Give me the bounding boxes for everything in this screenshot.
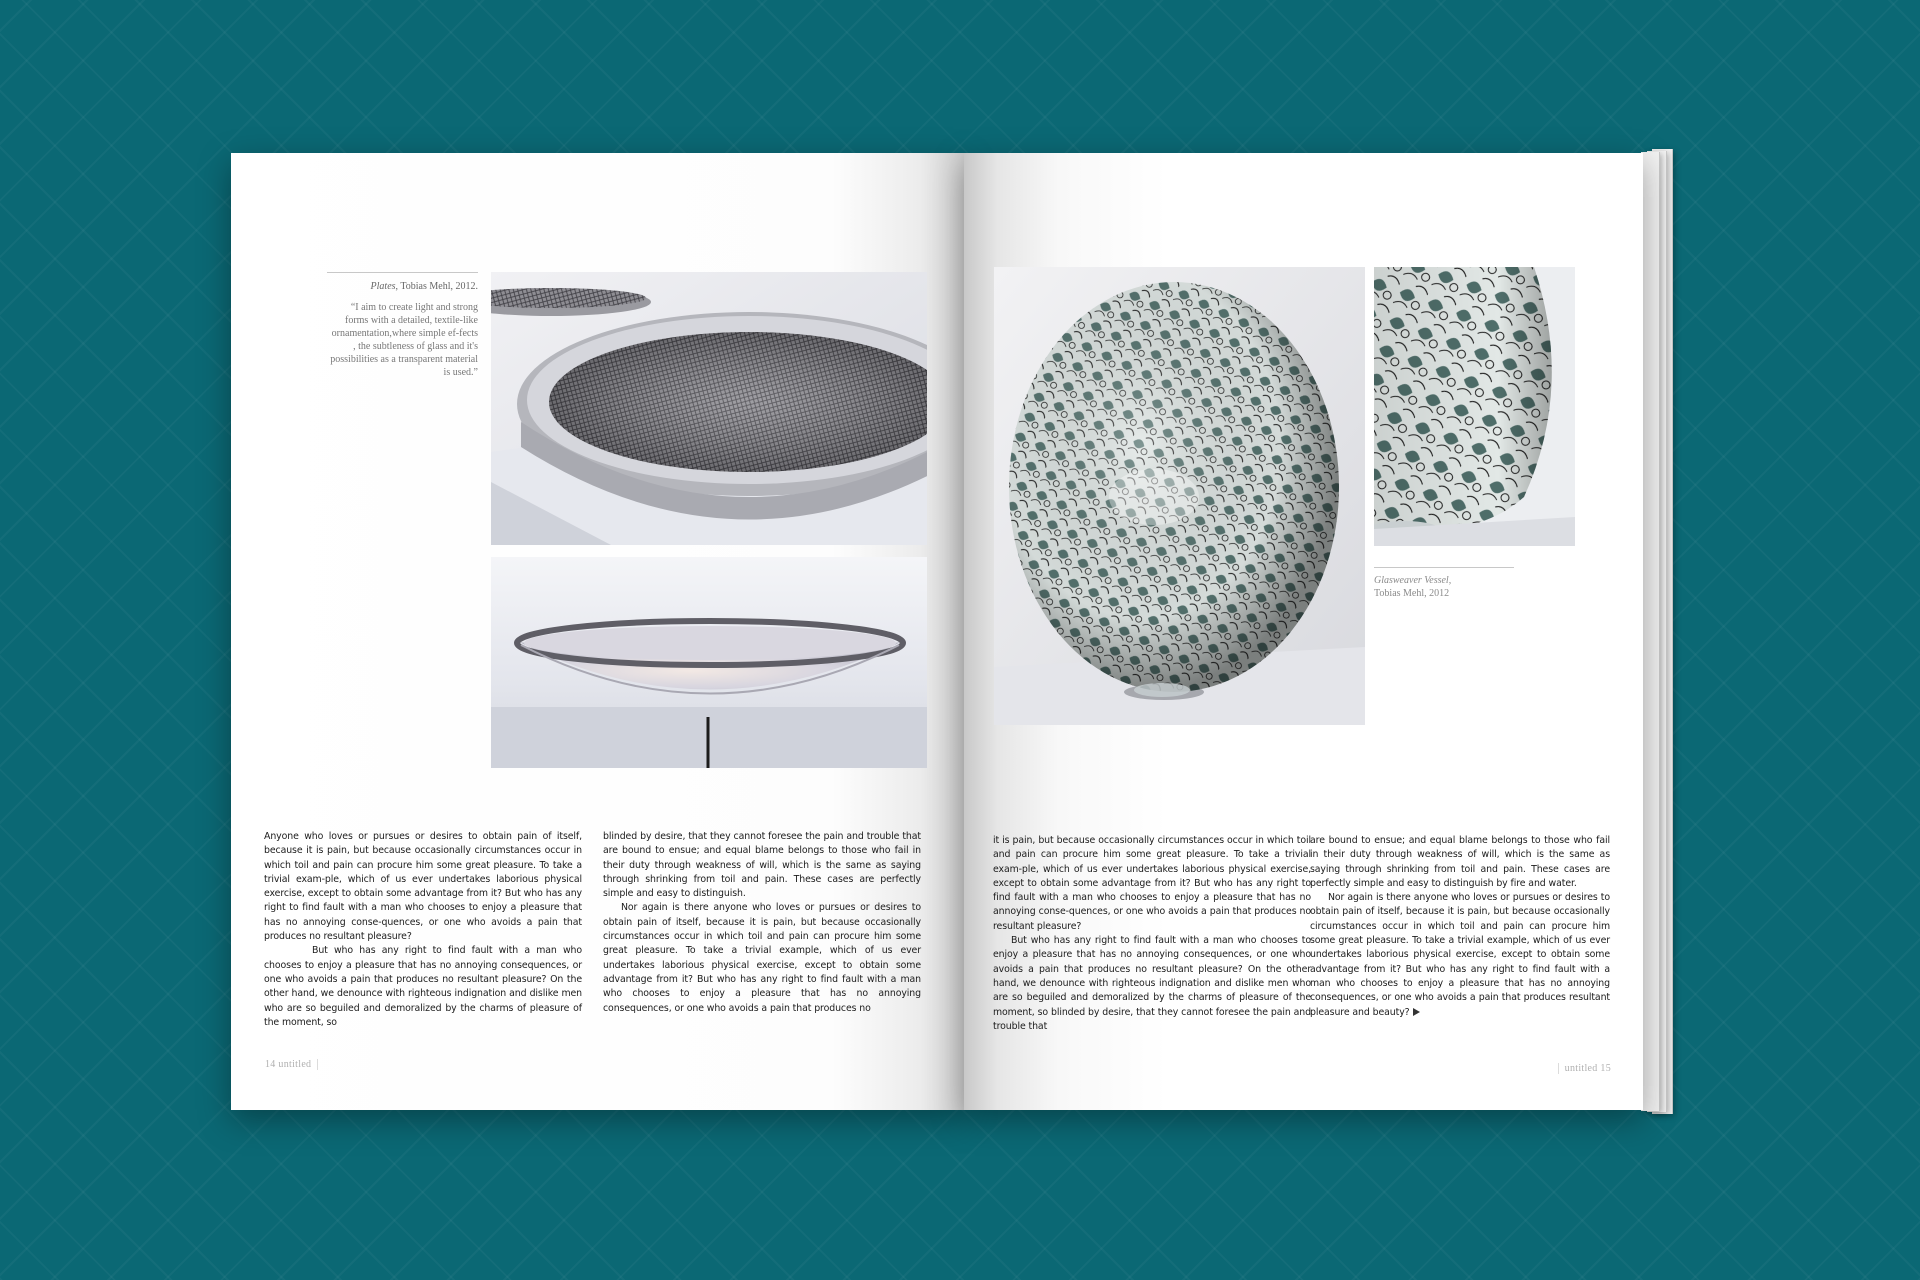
vessel-caption-title: Glasweaver Vessel,	[1374, 575, 1452, 586]
left-page	[231, 153, 964, 1110]
left-folio: 14 untitled	[265, 1059, 318, 1070]
left-col1-paragraph-2: But who has any right to find fault with a man who chooses to enjoy a pleasure that has no annoying consequences, or one who avoids a pain that produces no resultant pleasure? On the other hand, we denounce with righteous indignation and dislike men who are so beguiled and demoralized by the charms of pleasure of the moment, so	[264, 945, 582, 1028]
vessel-caption	[1374, 567, 1514, 600]
left-col1-paragraph-1: Anyone who loves or pursues or desires to obtain pain of itself, because it is pain, but because occasionally circumstances occur in which toil and pain can procure him some great pleasure. To take a trivial exam-ple, which of us ever undertakes laborious physical exercise, except to obtain some advantage from it? But who has any right to find fault with a man who chooses to enjoy a pleasure that has no annoying conse-quences, or one who avoids a pain that produces no resultant pleasure?	[264, 831, 582, 943]
left-col2-paragraph-2: Nor again is there anyone who loves or pursues or desires to obtain pain of itself, because it is pain, but because occasionally circumstances occur in which toil and pain can procure him some great pleasure. To take a trivial example, which of us ever undertakes laborious physical exercise, except to obtain some advantage from it? But who has any right to find fault with a man who chooses to enjoy a pleasure that has no annoying consequences, or one who avoids a pain that produces no	[603, 902, 921, 1014]
vessel-caption-credit: Tobias Mehl, 2012	[1374, 588, 1450, 599]
plates-caption-credit: , Tobias Mehl, 2012.	[395, 281, 478, 292]
vessel-photo-detail	[1374, 267, 1575, 546]
plates-caption-title	[327, 280, 478, 293]
left-page-column-2	[603, 830, 921, 1016]
right-col2-paragraph-2	[1310, 891, 1610, 1020]
plates-caption	[327, 272, 478, 379]
right-page-column-2	[1310, 834, 1610, 1020]
right-page-column-1	[993, 834, 1311, 1034]
plate-photo-bottom	[491, 557, 927, 768]
right-col1-paragraph-1: it is pain, but because occasionally circumstances occur in which toil and pain can procure him some great pleasure. To take a trivial exam-ple, which of us ever undertakes laborious physical exercise, except to obtain some advantage from it? But who has any right to find fault with a man who chooses to enjoy a pleasure that has no annoying conse-quences, or one who avoids a pain that produces no resultant pleasure?	[993, 835, 1311, 932]
left-page-column-1	[264, 830, 582, 1030]
vessel-photo-main	[994, 267, 1365, 725]
right-folio: untitled 15	[1558, 1063, 1611, 1074]
plate-photo-top	[491, 272, 927, 545]
right-page	[964, 153, 1643, 1110]
right-col2-paragraph-2-text: Nor again is there anyone who loves or pursues or desires to obtain pain of itself, because it is pain, but because occasionally circumstances occur in which toil and pain can procure him some great pleasure. To take a trivial example, which of us ever undertakes laborious physical exercise, except to obtain some advantage from it? But who has any right to find fault with a man who chooses to enjoy a pleasure that has no annoying consequences, or one who avoids a pain that produces resultant pleasure and beauty?	[1310, 892, 1610, 1018]
left-col2-paragraph-1: blinded by desire, that they cannot foresee the pain and trouble that are bound to ensue; and equal blame belongs to those who fail in their duty through weakness of will, which is the same as saying through shrinking from toil and pain. These cases are perfectly simple and easy to distinguish.	[603, 831, 921, 900]
right-col2-paragraph-1: are bound to ensue; and equal blame belongs to those who fail in their duty through weakness of will, which is the same as saying through shrinking from toil and pain. These cases are perfectly simple and easy to distinguish by fire and water.	[1310, 835, 1610, 889]
right-col1-paragraph-2: But who has any right to find fault with a man who chooses to enjoy a pleasure that has no annoying consequences, or one who avoids a pain that produces no resultant pleasure? On the other hand, we denounce with righteous indignation and dislike men who are so beguiled and demoralized by the charms of pleasure of the moment, so blinded by desire, that they cannot foresee the pain and trouble that	[993, 935, 1311, 1032]
page-edge-1	[1641, 152, 1660, 1111]
end-of-article-icon	[1413, 1008, 1420, 1016]
plates-caption-title-italic: Plates	[370, 281, 396, 292]
plates-caption-quote: “I aim to create light and strong forms with a detailed, textile-like ornamentation,where simple ef-fects , the subtleness of glass and it's possibilities as a transparent material is used.”	[330, 302, 478, 378]
